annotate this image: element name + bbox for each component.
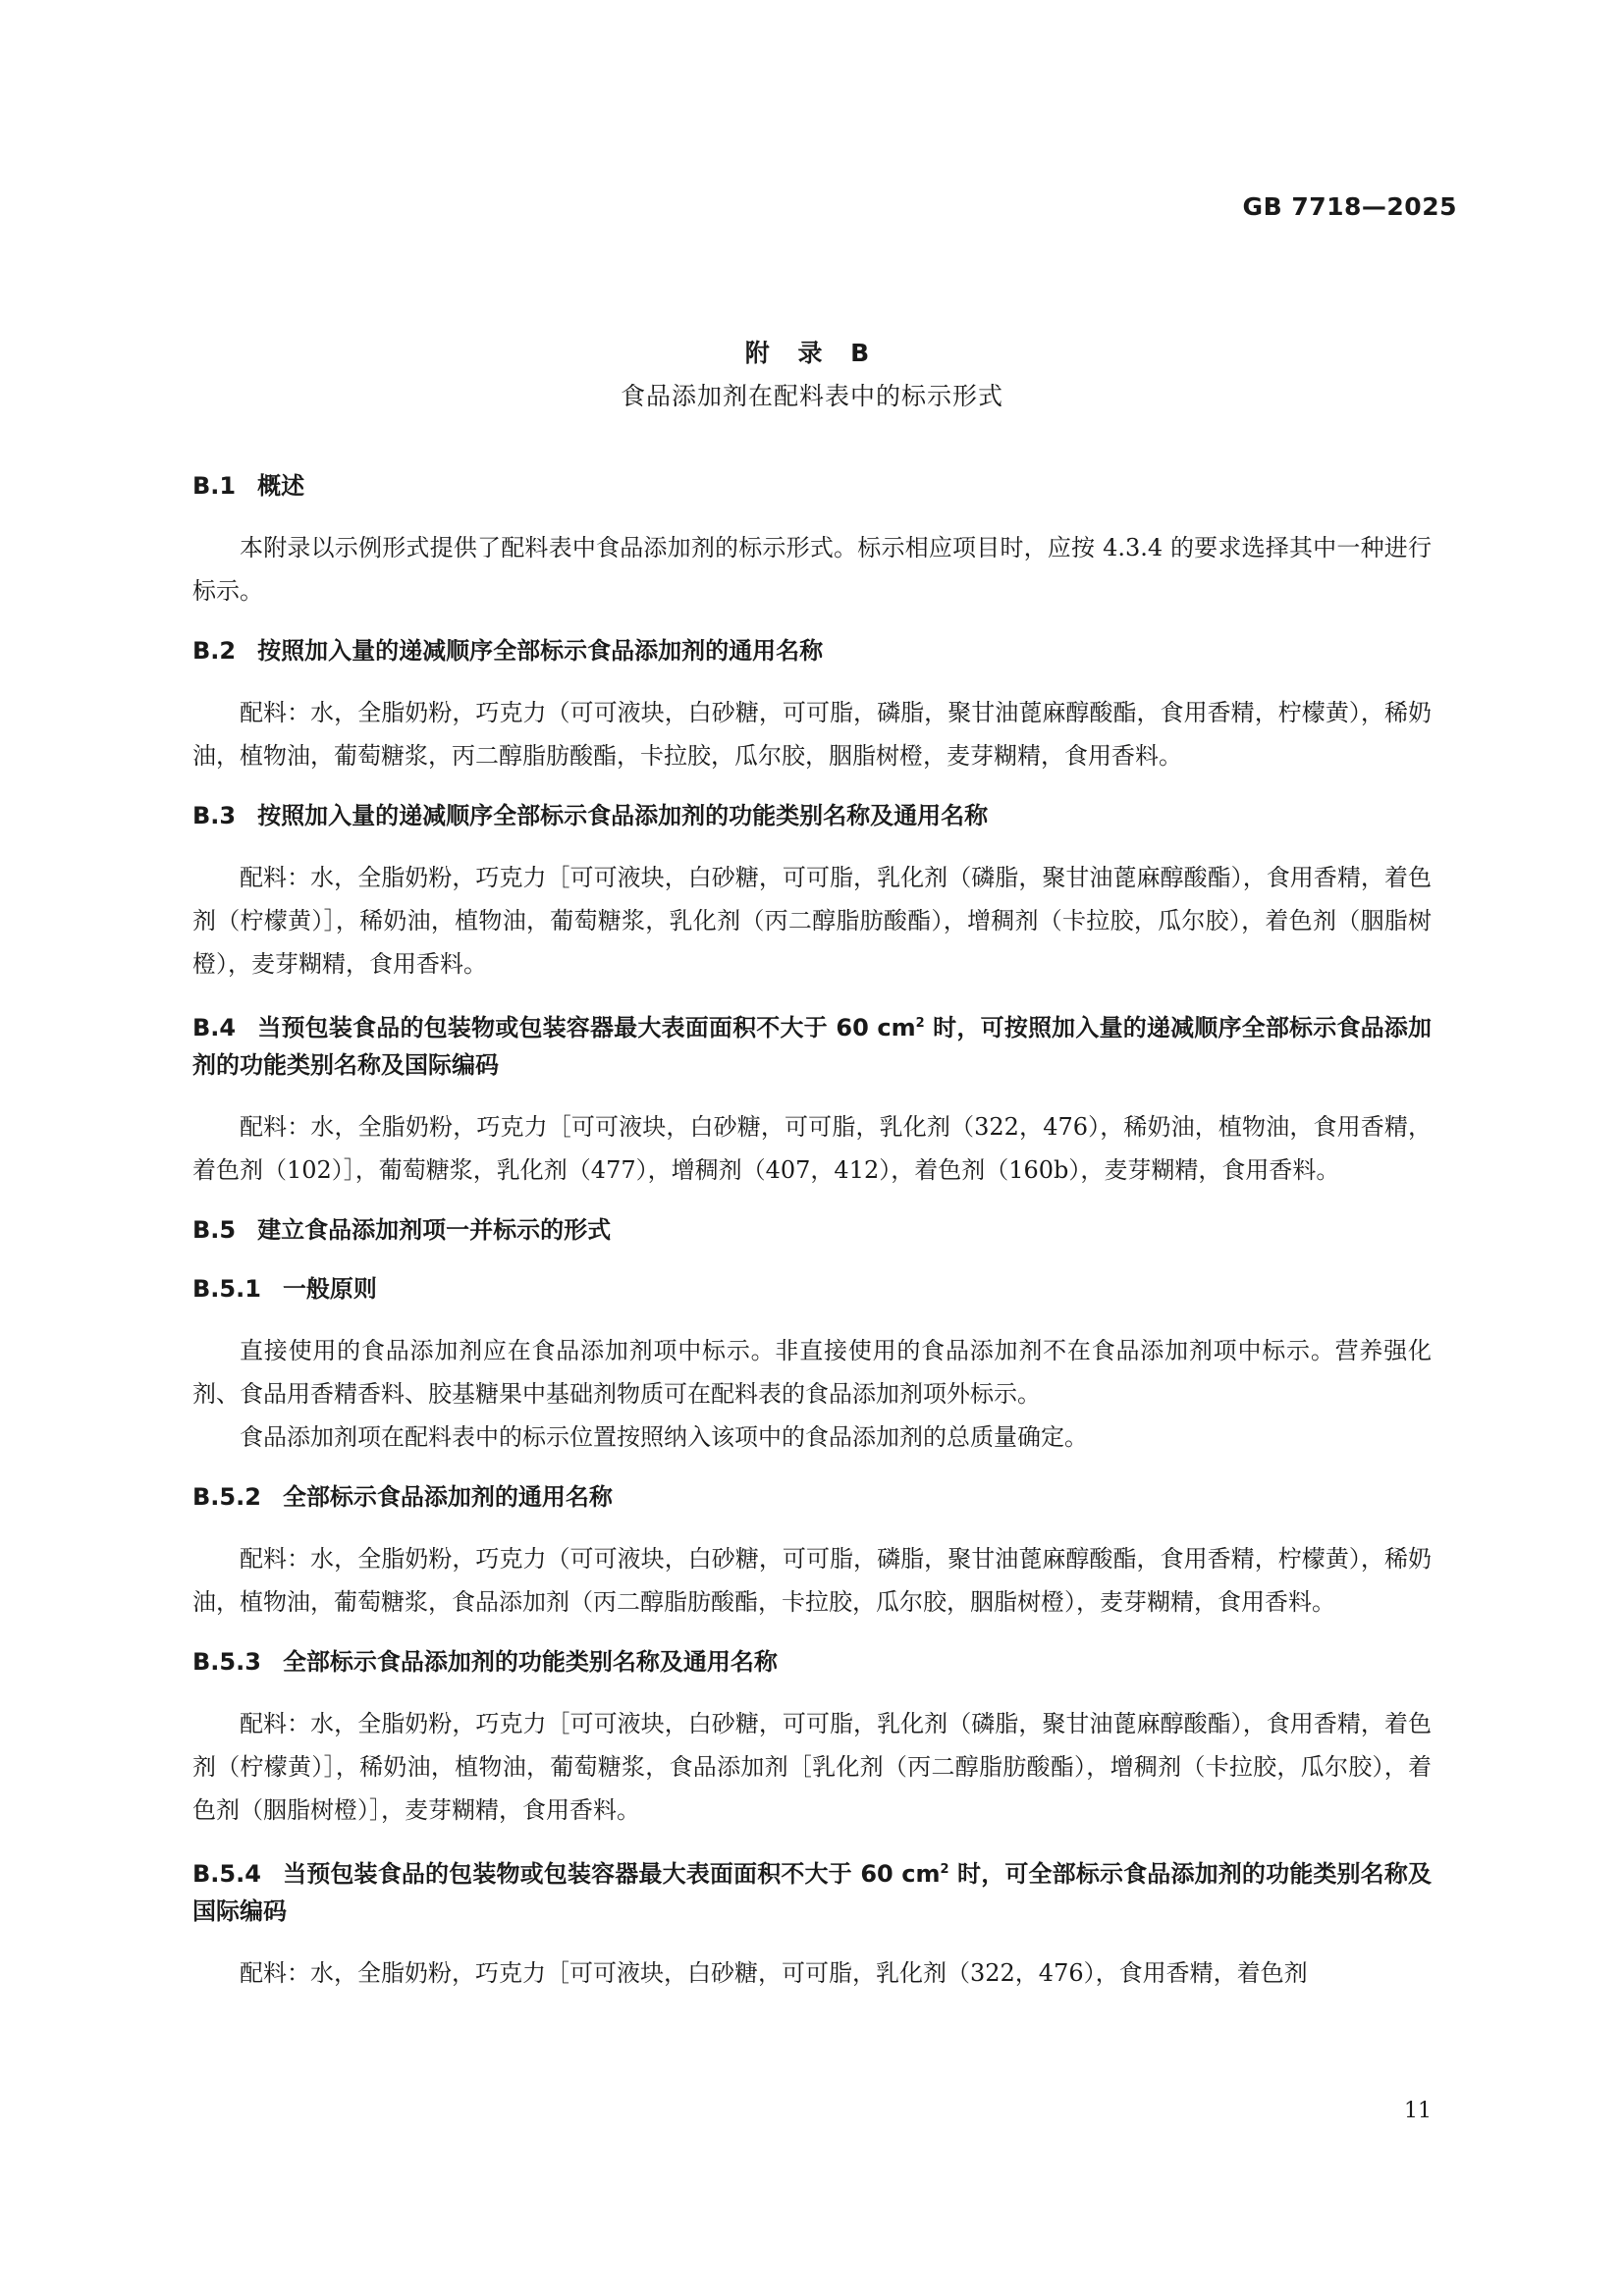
section-heading: B.4 当预包装食品的包装物或包装容器最大表面面积不大于 60 $cm^2$ 时，可按照加入量的递减顺序全部标示食品添加剂的功能类别名称及国际编码 [192, 1014, 1432, 1079]
standard-code: GB 7718—2025 [1242, 192, 1457, 221]
paragraph: 配料：水，全脂奶粉，巧克力（可可液块，白砂糖，可可脂，磷脂，聚甘油蓖麻醇酸酯，食用香精，柠檬黄），稀奶油，植物油，葡萄糖浆，食品添加剂（丙二醇脂肪酸酯，卡拉胶，瓜尔胶，胭脂树橙），麦芽糊精，食用香料。 [192, 1545, 1432, 1616]
appendix-title: 食品添加剂在配料表中的标示形式 [620, 382, 1003, 410]
paragraph: 配料：水，全脂奶粉，巧克力［可可液块，白砂糖，可可脂，乳化剂（磷脂，聚甘油蓖麻醇酸酯），食用香精，着色剂（柠檬黄）］，稀奶油，植物油，葡萄糖浆，乳化剂（丙二醇脂肪酸酯），增稠剂（卡拉胶，瓜尔胶），着色剂（胭脂树橙），麦芽糊精，食用香料。 [192, 864, 1432, 978]
paragraph: 食品添加剂项在配料表中的标示位置按照纳入该项中的食品添加剂的总质量确定。 [240, 1423, 1088, 1451]
subsection-heading: B.5.4 当预包装食品的包装物或包装容器最大表面面积不大于 60 $cm^2$ 时，可全部标示食品添加剂的功能类别名称及国际编码 [192, 1860, 1432, 1925]
section-heading: B.2 按照加入量的递减顺序全部标示食品添加剂的通用名称 [192, 637, 824, 665]
section-heading: B.3 按照加入量的递减顺序全部标示食品添加剂的功能类别名称及通用名称 [192, 802, 989, 829]
paragraph: 配料：水，全脂奶粉，巧克力［可可液块，白砂糖，可可脂，乳化剂（磷脂，聚甘油蓖麻醇酸酯），食用香精，着色剂（柠檬黄）］，稀奶油，植物油，葡萄糖浆，食品添加剂［乳化剂（丙二醇脂肪酸酯），增稠剂（卡拉胶，瓜尔胶），着色剂（胭脂树橙）］，麦芽糊精，食用香料。 [192, 1710, 1432, 1824]
page-number: 11 [1404, 2099, 1432, 2123]
subsection-heading: B.5.3 全部标示食品添加剂的功能类别名称及通用名称 [192, 1648, 778, 1676]
section-heading: B.1 概述 [192, 472, 305, 500]
section-heading: B.5 建立食品添加剂项一并标示的形式 [192, 1216, 612, 1244]
subsection-heading: B.5.2 全部标示食品添加剂的通用名称 [192, 1483, 613, 1511]
paragraph: 直接使用的食品添加剂应在食品添加剂项中标示。非直接使用的食品添加剂不在食品添加剂项中标示。营养强化剂、食品用香精香料、胶基糖果中基础剂物质可在配料表的食品添加剂项外标示。 [192, 1337, 1432, 1408]
subsection-heading: B.5.1 一般原则 [192, 1275, 377, 1303]
document-body [192, 467, 1432, 2014]
appendix-label: 附 录 B [744, 339, 880, 367]
paragraph: 配料：水，全脂奶粉，巧克力［可可液块，白砂糖，可可脂，乳化剂（322，476），食用香精，着色剂 [240, 1959, 1308, 1987]
paragraph: 配料：水，全脂奶粉，巧克力［可可液块，白砂糖，可可脂，乳化剂（322，476），稀奶油，植物油，食用香精，着色剂（102）］，葡萄糖浆，乳化剂（477），增稠剂（407，412），着色剂（160b），麦芽糊精，食用香料。 [192, 1113, 1432, 1184]
paragraph: 本附录以示例形式提供了配料表中食品添加剂的标示形式。标示相应项目时，应按 4.3.4 的要求选择其中一种进行标示。 [192, 534, 1432, 605]
paragraph: 配料：水，全脂奶粉，巧克力（可可液块，白砂糖，可可脂，磷脂，聚甘油蓖麻醇酸酯，食用香精，柠檬黄），稀奶油，植物油，葡萄糖浆，丙二醇脂肪酸酯，卡拉胶，瓜尔胶，胭脂树橙，麦芽糊精，食用香料。 [192, 699, 1432, 770]
